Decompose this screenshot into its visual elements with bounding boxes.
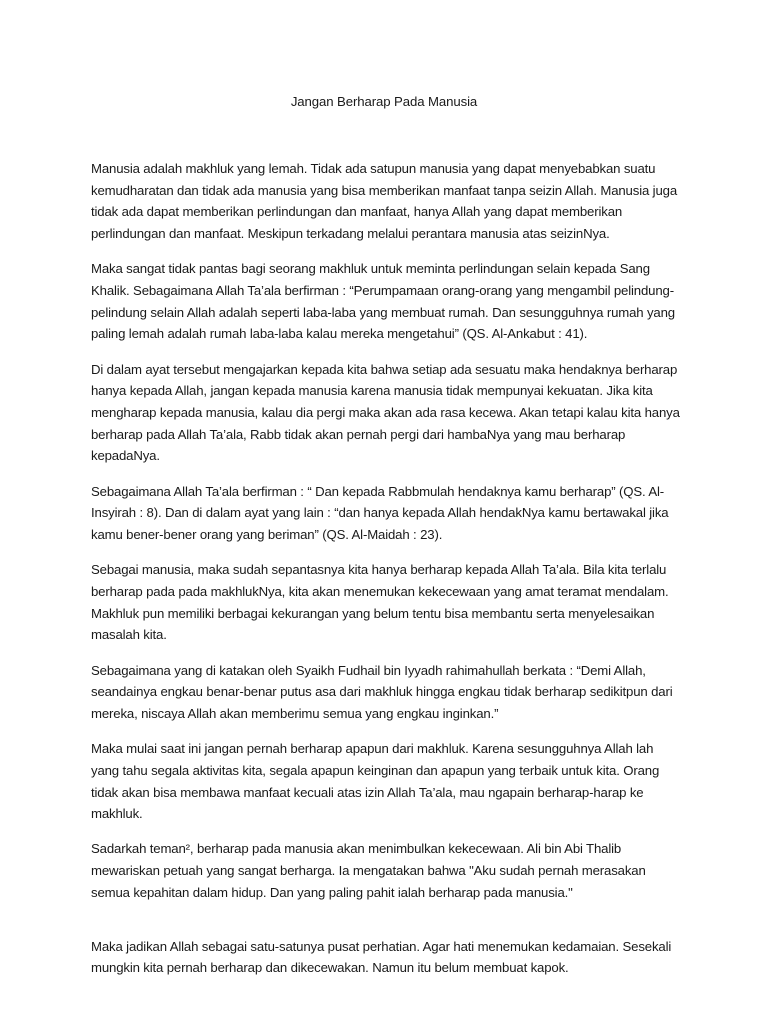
paragraph: Sebagai manusia, maka sudah sepantasnya kita hanya berharap kepada Allah Ta’ala. Bila kita terlalu berharap pada pada makhlukNya, kita akan menemukan kekecewaan yang amat teramat mendalam. Makhluk pun memiliki berbagai kekurangan yang belum tentu bisa membantu serta menyelesaikan masalah kita. [91, 562, 669, 643]
paragraph: Sebagaimana yang di katakan oleh Syaikh Fudhail bin Iyyadh rahimahullah berkata : “Demi Allah, seandainya engkau benar-benar putus asa dari makhluk hingga engkau tidak berharap sedikitpun dari mereka, niscaya Allah akan memberimu semua yang engkau inginkan.” [91, 662, 673, 721]
paragraph: Maka mulai saat ini jangan pernah berharap apapun dari makhluk. Karena sesungguhnya Allah lah yang tahu segala aktivitas kita, segala apapun keinginan dan apapun yang terbaik untuk kita. Orang tidak akan bisa membawa manfaat kecuali atas izin Allah Ta’ala, mau ngapain berharap-harap ke makhluk. [91, 741, 660, 822]
paragraph: Di dalam ayat tersebut mengajarkan kepada kita bahwa setiap ada sesuatu maka hendaknya berharap hanya kepada Allah, jangan kepada manusia karena manusia tidak mempunyai kekuatan. Jika kita mengharap kepada manusia, kalau dia pergi maka akan ada rasa kecewa. Akan tetapi kalau kita hanya berharap pada Allah Ta’ala, Rabb tidak akan pernah pergi dari hambaNya yang mau berharap kepadaNya. [91, 361, 680, 464]
paragraph: Sebagaimana Allah Ta’ala berfirman : “ Dan kepada Rabbmulah hendaknya kamu berharap” (QS. Al-Insyirah : 8). Dan di dalam ayat yang lain : “dan hanya kepada Allah hendakNya kamu bertawakal jika kamu bener-bener orang yang beriman” (QS. Al-Maidah : 23). [91, 483, 669, 543]
paragraph: Maka jadikan Allah sebagai satu-satunya pusat perhatian. Agar hati menemukan kedamaian. Sesekali mungkin kita pernah berharap dan dikecewakan. Namun itu belum membuat kapok. [91, 938, 672, 976]
document-title: Jangan Berharap Pada Manusia [290, 94, 478, 109]
document-body [91, 158, 683, 993]
paragraph: Manusia adalah makhluk yang lemah. Tidak ada satupun manusia yang dapat menyebabkan suatu kemudharatan dan tidak ada manusia yang bisa memberikan manfaat tanpa seizin Allah. Manusia juga tidak ada dapat memberikan perlindungan dan manfaat, hanya Allah yang dapat memberikan perlindungan dan manfaat. Meskipun terkadang melalui perantara manusia atas seizinNya. [91, 161, 677, 242]
paragraph: Maka sangat tidak pantas bagi seorang makhluk untuk meminta perlindungan selain kepada Sang Khalik. Sebagaimana Allah Ta’ala berfirman : “Perumpamaan orang-orang yang mengambil pelindung-pelindung selain Allah adalah seperti laba-laba yang membuat rumah. Dan sesungguhnya rumah yang paling lemah adalah rumah laba-laba kalau mereka mengetahui” (QS. Al-Ankabut : 41). [91, 261, 675, 342]
paragraph: Sadarkah teman², berharap pada manusia akan menimbulkan kekecewaan. Ali bin Abi Thalib mewariskan petuah yang sangat berharga. Ia mengatakan bahwa "Aku sudah pernah merasakan semua kepahitan dalam hidup. Dan yang paling pahit ialah berharap pada manusia." [91, 841, 646, 900]
